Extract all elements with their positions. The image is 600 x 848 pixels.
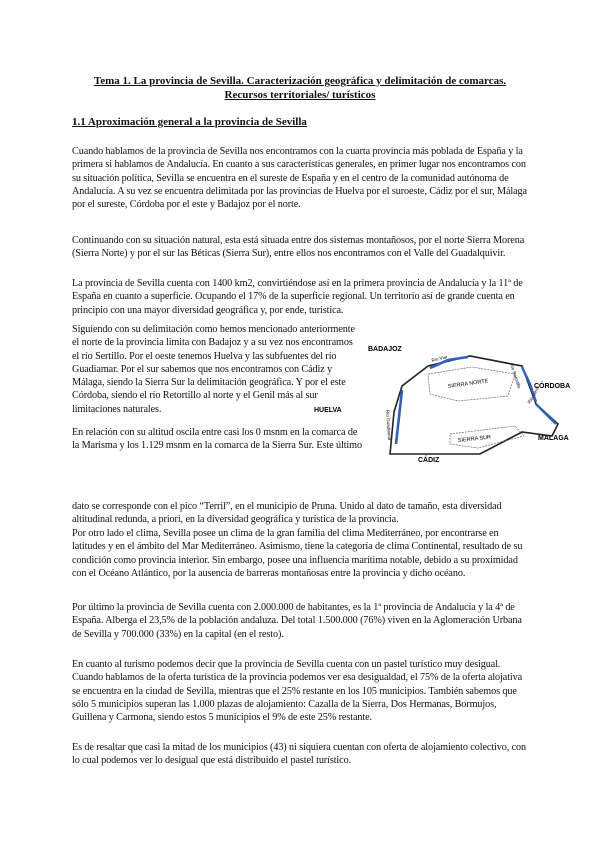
paragraph-altitude-b: dato se corresponde con el pico “Terril”, en el municipio de Pruna. Unido al dato de tamaño, esta diversidad altitudinal redunda, a priori, en la diversidad geográfica y turística de la provincia. xyxy=(72,501,502,526)
label-badajoz: BADAJOZ xyxy=(368,346,402,353)
paragraph-surface: La provincia de Sevilla cuenta con 1400 km2, convirtiéndose así en la primera provincia de Andalucía y la 11ª de España en cuanto a superficie. Ocupando el 17% de la superficie regional. Un territorio así de grande cuenta en principio con una mayor diversidad geográfica y, por ende, turística. xyxy=(72,278,523,316)
label-sierra-sur: SIERRA SUR xyxy=(457,434,492,444)
paragraph-natural: Continuando con su situación natural, esta está situada entre dos sistemas montañosos, por el norte Sierra Morena (Sierra Norte) y por el sur las Béticas (Sierra Sur), entre ellos nos encontramos con el Valle del Guadalquivir. xyxy=(72,235,525,260)
paragraph-population: Por último la provincia de Sevilla cuenta con 2.000.000 de habitantes, es la 1ª provincia de Andalucía y la 4ª de España. Alberga el 23,5% de la población andaluza. Del total 1.500.000 (76%) viven en la Aglomeración Urbana de Sevilla y 700.000 (33%) en la capital (en el resto). xyxy=(72,602,522,640)
label-cadiz: CÁDIZ xyxy=(418,457,440,464)
label-cordoba: CÓRDOBA xyxy=(534,383,571,390)
paragraph-tourism: En cuanto al turismo podemos decir que la provincia de Sevilla cuenta con un pastel turístico muy desigual. Cuando hablamos de la oferta turística de la provincia podemos ver esa desigualdad, el 75% de la oferta alojativa se encuentra en la ciudad de Sevilla, mientras que el 25% restante en los 105 municipios. También sabemos que sólo 5 municipios superan las 1.000 plazas de alojamiento: Cazalla de la Sierra, Dos Hermanas, Bormujos, Guillena y Carmona, siendo estos 5 municipios el 9% de este 25% restante. xyxy=(72,659,523,724)
paragraph-limits: Siguiendo con su delimitación como hemos mencionado anteriormente el norte de la provincia limita con Badajoz y a su vez nos encontramos el río Sertillo. Por el oeste tenemos Huelva y las subfuentes del río Guadiamar. Por el sur sabemos que nos encontramos con Cádiz y Málaga, siendo la Sierra Sur la delimitación geográfica. Y por el este Córdoba, siendo el río Retortillo al norte y el Genil más al sur limitaciones naturales. xyxy=(72,324,355,415)
province-boundary-map xyxy=(310,340,580,464)
label-huelva: HUELVA xyxy=(314,407,342,414)
label-river-north: Río Viar xyxy=(431,354,448,363)
document-title xyxy=(60,74,540,102)
paragraph-altitude-a: En relación con su altitud oscila entre casi los 0 msnm en la comarca de la Marisma y los 1.129 msnm en la comarca de la Sierra Sur. Este último xyxy=(72,427,362,452)
label-river-genil: Río Genil xyxy=(526,385,541,405)
label-sierra-norte: SIERRA NORTE xyxy=(447,378,489,390)
paragraph-climate: Por otro lado el clima, Sevilla posee un clima de la gran familia del clima Mediterráneo, por encontrarse en latitudes y en el ámbito del Mar Mediterráneo. Asimismo, tiene la categoría de clima Continental, resultado de su condición como provincia interior. Sin embargo, posee una influencia marítima notable, debido a su proximidad con el Océano Atlántico, por la ausencia de barreras montañosas entre la provincia y dicho océano. xyxy=(72,528,523,579)
river-genil-line xyxy=(536,404,556,424)
title-line-2: Recursos territoriales/ turísticos xyxy=(224,89,376,101)
section-heading: 1.1 Aproximación general a la provincia de Sevilla xyxy=(72,116,307,128)
paragraph-intro: Cuando hablamos de la provincia de Sevilla nos encontramos con la cuarta provincia más poblada de España y la primera si hablamos de Andalucía. En cuanto a sus características generales, en primer lugar nos encontramos con su situación política, Sevilla se encuentra en el sureste de España y en el centro de la comunidad autónoma de Andalucía. A su vez se encuentra delimitada por las provincias de Huelva por el suroeste, Cádiz por el sur, Málaga por el sureste, Córdoba por el este y Badajoz por el norte. xyxy=(72,146,527,211)
label-river-guadiamar: Río Guadiamar xyxy=(385,409,393,441)
title-line-1: Tema 1. La provincia de Sevilla. Caracterización geográfica y delimitación de comarcas. xyxy=(93,75,507,87)
label-river-retortillo: Río Retortillo xyxy=(509,362,522,390)
label-malaga: MALAGA xyxy=(538,435,569,442)
paragraph-lodging: Es de resaltar que casi la mitad de los municipios (43) ni siquiera cuentan con oferta de alojamiento colectivo, con lo cual podemos ver lo desigual que está distribuido el pastel turístico. xyxy=(72,742,527,767)
